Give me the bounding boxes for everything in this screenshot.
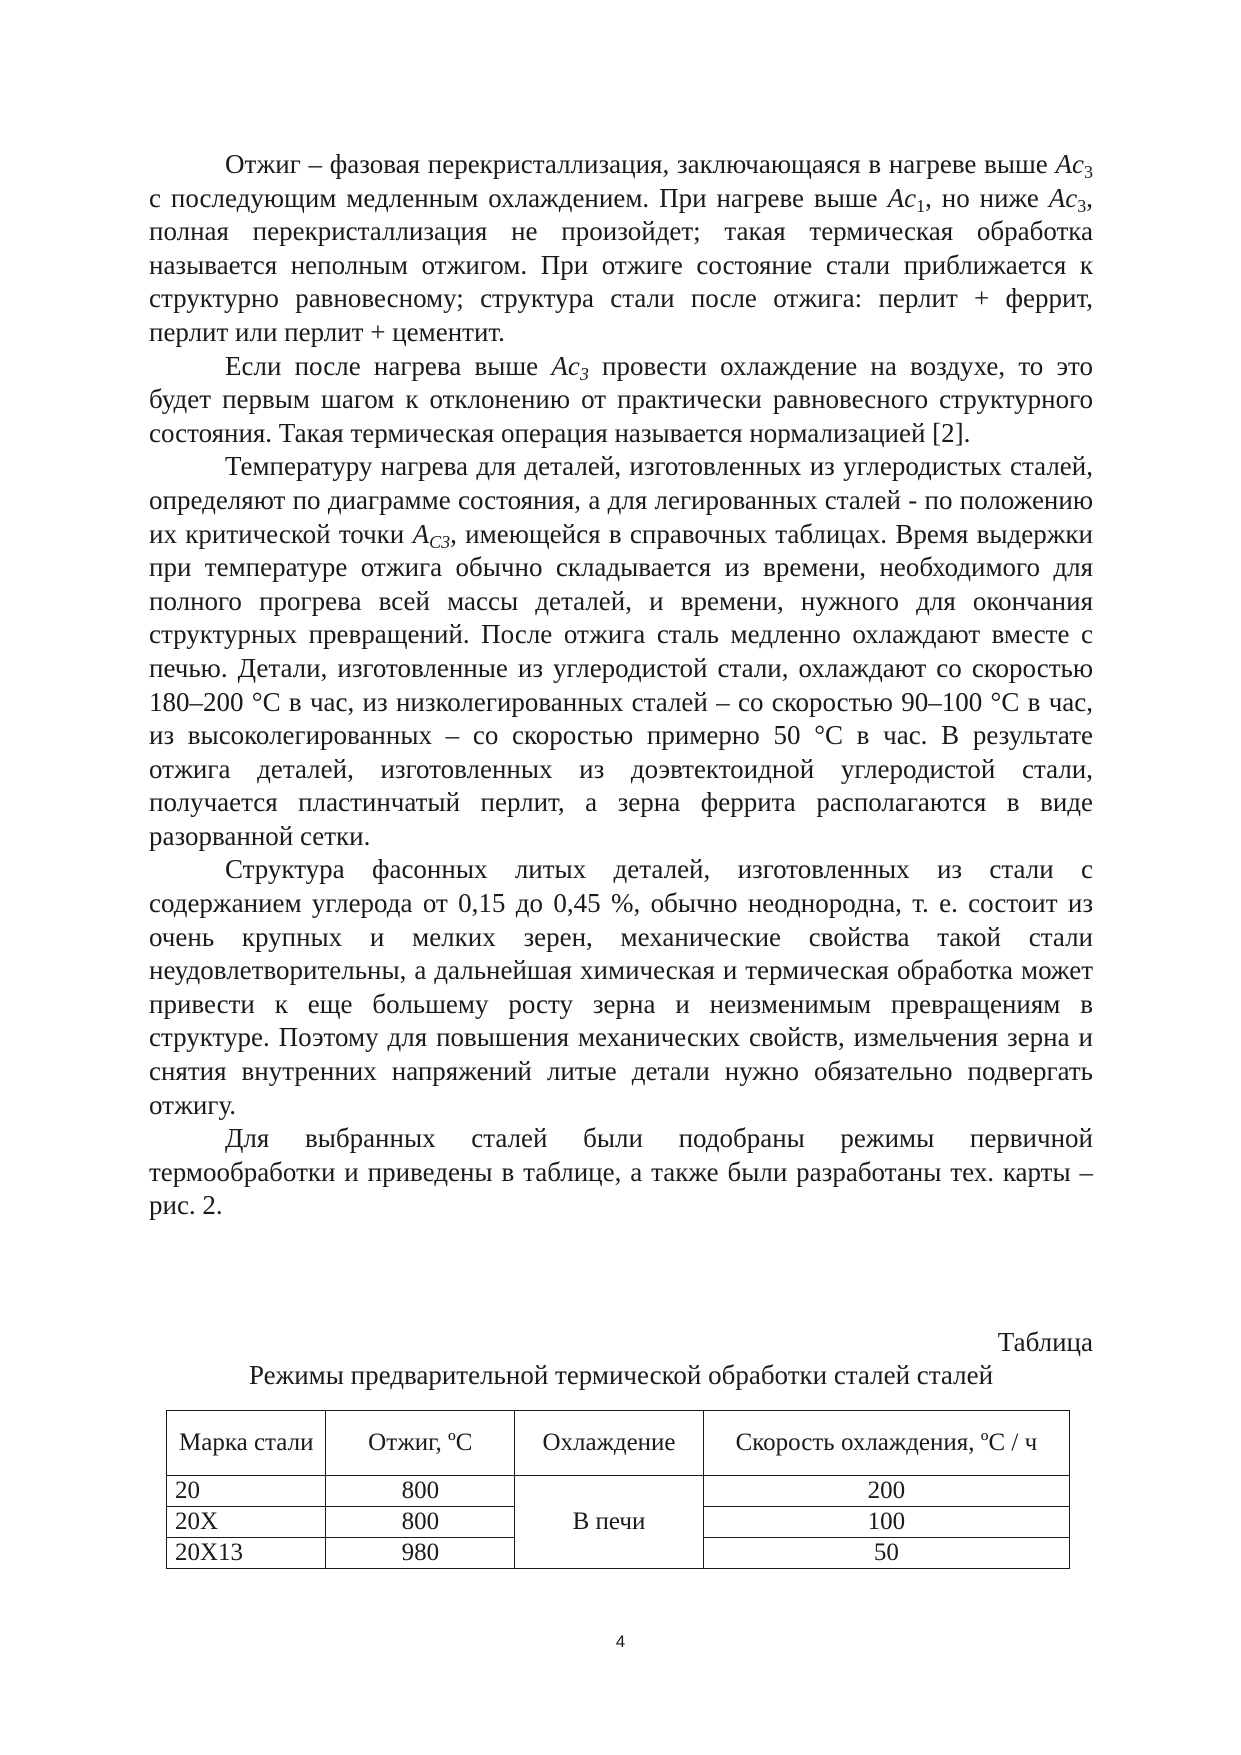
cell-anneal: 980 [326, 1538, 515, 1569]
cell-grade: 20Х [167, 1507, 326, 1538]
heat-treatment-table [166, 1410, 1070, 1569]
paragraph-annealing: Отжиг – фазовая перекристаллизация, заключающаяся в нагреве выше $Ac_3$ с последующим медленным охлаждением. При нагреве выше $Ac_1$, но ниже $Ac_3$, полная перекристаллизация не произойдет; такая термическая обработка называется неполным отжигом. При отжиге состояние стали приближается к структурно равновесному; структура стали после отжига: перлит + феррит, перлит или перлит + цементит. [149, 149, 1093, 347]
cell-rate: 200 [703, 1476, 1069, 1507]
paragraph-normalization: Если после нагрева выше $Ac_3$ провести охлаждение на воздухе, то это будет первым шагом к отклонению от практически равновесного структурного состояния. Такая термическая операция называется нормализацией [2]. [149, 350, 1094, 448]
cell-grade: 20Х13 [167, 1538, 326, 1569]
header-cooling-rate: Скорость охлаждения, ºС / ч [703, 1411, 1069, 1476]
cell-grade: 20 [167, 1476, 326, 1507]
paragraph-heating-temperature: Температуру нагрева для деталей, изготовленных из углеродистых сталей, определяют по диаграмме состояния, а для легированных сталей - по положению их критической точки $A_{C3}$, имеющейся в справочных таблицах. Время выдержки при температуре отжига обычно складывается из времени, необходимого для полного прогрева всей массы деталей, и времени, нужного для окончания структурных превращений. После отжига сталь медленно охлаждают вместе с печью. Детали, изготовленные из углеродистой стали, охлаждают со скоростью 180–200 °С в час, из низколегированных сталей – со скоростью 90–100 °С в час, из высоколегированных – со скоростью примерно 50 °С в час. В результате отжига деталей, изготовленных из доэвтектоидной углеродистой стали, получается пластинчатый перлит, а зерна феррита располагаются в виде разорванной сетки. [149, 451, 1093, 851]
header-annealing-temp: Отжиг, ºС [326, 1411, 515, 1476]
cell-anneal: 800 [326, 1476, 515, 1507]
paragraph-selected-steels: Для выбранных сталей были подобраны режимы первичной термообработки и приведены в таблице, а также были разработаны тех. карты – рис. 2. [149, 1123, 1093, 1221]
document-body [149, 148, 1093, 1223]
header-steel-grade: Марка стали [167, 1411, 326, 1476]
table-header-row [167, 1411, 1070, 1476]
table-row [167, 1476, 1070, 1507]
paragraph-cast-parts: Структура фасонных литых деталей, изготовленных из стали с содержанием углерода от 0,15 до 0,45 %, обычно неоднородна, т. е. состоит из очень крупных и мелких зерен, механические свойства такой стали неудовлетворительны, а дальнейшая химическая и термическая обработка может привести к еще большему росту зерна и неизменимым превращениям в структуре. Поэтому для повышения механических свойств, измельчения зерна и снятия внутренних напряжений литые детали нужно обязательно подвергать отжигу. [149, 854, 1093, 1120]
cell-rate: 100 [703, 1507, 1069, 1538]
table-caption: Режимы предварительной термической обработки сталей сталей [248, 1360, 994, 1390]
page-number: 4 [615, 1632, 626, 1651]
cell-rate: 50 [703, 1538, 1069, 1569]
header-cooling: Охлаждение [515, 1411, 704, 1476]
cell-cooling-merged: В печи [515, 1476, 704, 1569]
cell-anneal: 800 [326, 1507, 515, 1538]
table-label: Таблица [997, 1327, 1093, 1357]
